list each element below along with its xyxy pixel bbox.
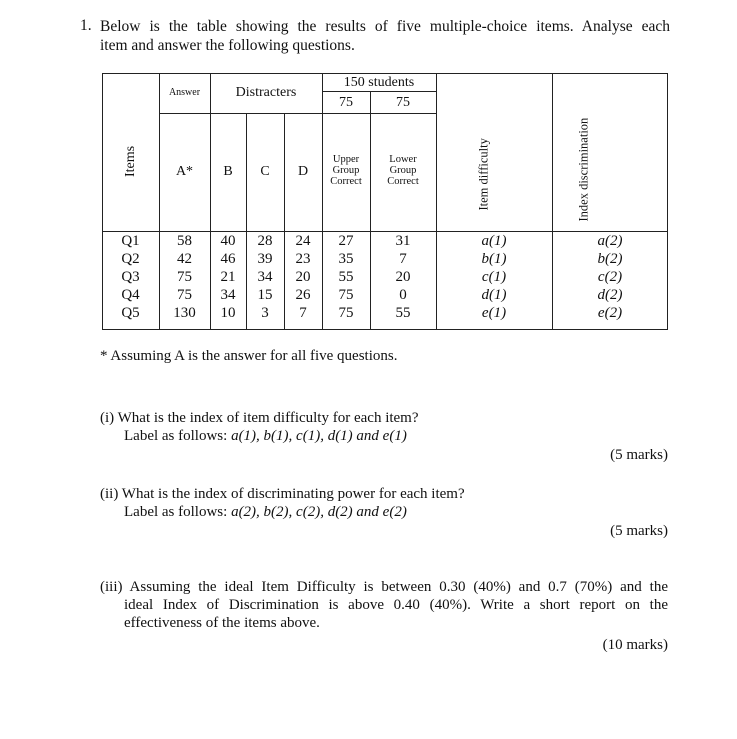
header-upper-count: 75 [339,95,353,110]
question-number: 1. [80,17,92,34]
cell-item: Q5 [121,305,140,321]
header-items: Items [123,145,138,177]
cell-disc: e(2) [597,305,623,321]
cell-c: 15 [257,287,273,303]
cell-a: 58 [177,233,192,249]
cell-diff: e(1) [481,305,507,321]
header-item-difficulty: Item difficulty [476,138,491,211]
cell-disc: c(2) [597,269,623,285]
cell-item: Q4 [121,287,140,303]
part-iii-marks: (10 marks) [602,637,668,653]
cell-c: 34 [257,269,273,285]
cell-upper: 27 [338,233,354,249]
cell-a: 75 [177,269,192,285]
cell-upper: 35 [338,251,354,267]
header-index-discrimination: Index discrimination [576,117,591,222]
part-ii-line2: Label as follows: a(2), b(2), c(2), d(2) and e(2) [124,504,407,520]
cell-a: 42 [177,251,192,267]
cell-upper: 75 [338,287,354,303]
cell-d: 20 [295,269,311,285]
results-table [102,73,668,330]
cell-item: Q2 [121,251,140,267]
header-distracters: Distracters [235,85,297,100]
question-line-2: item and answer the following questions. [100,37,355,54]
cell-a: 130 [173,305,196,321]
question-text [100,17,670,55]
cell-b: 21 [220,269,236,285]
cell-c: 39 [257,251,273,267]
cell-lower: 20 [395,269,411,285]
cell-disc: b(2) [597,251,623,267]
part-iii-text: (iii) Assuming the ideal Item Difficulty is between 0.30 (40%) and 0.7 (70%) and the ideal Index of Discrimination is above 0.40 (40%). Write a short report on the effectiveness of the items above. [100,579,668,631]
note: * Assuming A is the answer for all five questions. [100,348,398,364]
cell-diff: a(1) [481,233,507,249]
question-line-1: Below is the table showing the results of five multiple-choice items. Analyse each [100,18,670,35]
cell-disc: d(2) [597,287,623,303]
part-i-line2: Label as follows: a(1), b(1), c(1), d(1) and e(1) [124,428,407,444]
cell-d: 7 [299,305,307,321]
cell-diff: d(1) [481,287,507,303]
cell-diff: b(1) [481,251,507,267]
cell-item: Q3 [121,269,140,285]
cell-item: Q1 [121,233,140,249]
cell-lower: 55 [395,305,411,321]
cell-d: 24 [295,233,311,249]
cell-c: 3 [261,305,269,321]
cell-lower: 7 [399,251,407,267]
part-i-marks: (5 marks) [610,447,668,463]
header-lower-group: Lower Group Correct [387,154,419,187]
header-students: 150 students [343,75,415,90]
part-i-line1: (i) What is the index of item difficulty for each item? [100,410,419,426]
header-answer: Answer [168,87,201,98]
header-answer-key: A* [175,164,194,179]
cell-d: 23 [295,251,311,267]
cell-b: 46 [220,251,236,267]
cell-upper: 55 [338,269,354,285]
cell-a: 75 [177,287,192,303]
header-d: D [297,164,309,179]
header-c: C [260,164,270,179]
cell-b: 40 [220,233,236,249]
header-upper-group: Upper Group Correct [330,154,362,187]
cell-diff: c(1) [481,269,507,285]
cell-upper: 75 [338,305,354,321]
header-lower-count: 75 [396,95,410,110]
cell-disc: a(2) [597,233,623,249]
header-b: B [223,164,233,179]
cell-b: 34 [220,287,236,303]
cell-d: 26 [295,287,311,303]
cell-lower: 31 [395,233,411,249]
cell-b: 10 [220,305,236,321]
part-ii-line1: (ii) What is the index of discriminating power for each item? [100,486,465,502]
part-ii-marks: (5 marks) [610,523,668,539]
cell-lower: 0 [399,287,407,303]
cell-c: 28 [257,233,273,249]
